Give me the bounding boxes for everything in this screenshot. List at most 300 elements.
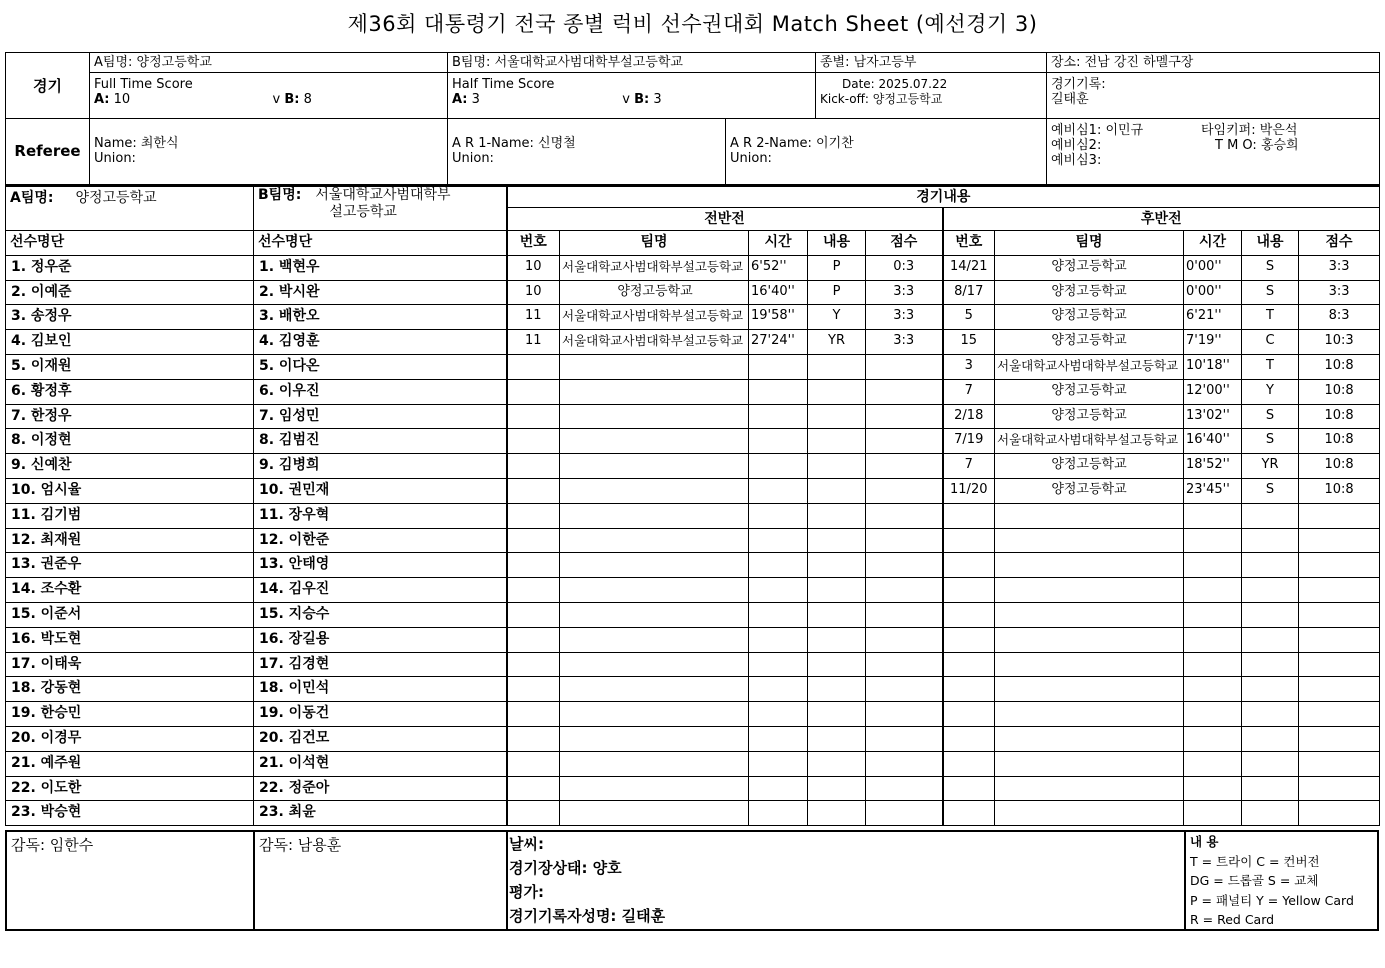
table-row [6, 429, 1380, 454]
kickoff: Kick-off: 양정고등학교 [820, 92, 943, 106]
table-row [6, 578, 1380, 603]
first-half-no: 10 [507, 255, 560, 280]
team-a-player: 21. 예주원 [6, 751, 254, 776]
first-half-team [560, 553, 749, 578]
team-b-player: 10. 권민재 [254, 478, 507, 503]
first-half-no [507, 429, 560, 454]
first-half-score [866, 553, 943, 578]
team-a-name: 양정고등학교 [136, 55, 212, 70]
team-a-player: 6. 황정후 [6, 379, 254, 404]
team-b-player: 16. 장길용 [254, 627, 507, 652]
team-b-player: 4. 김영훈 [254, 330, 507, 355]
second-half-no [943, 602, 995, 627]
first-half-no [507, 627, 560, 652]
first-half-score [866, 702, 943, 727]
first-half-team [560, 503, 749, 528]
first-half-team [560, 702, 749, 727]
second-half-no [943, 702, 995, 727]
first-half-team [560, 602, 749, 627]
events-title: 경기내용 [507, 187, 1380, 208]
table-row [6, 354, 1380, 379]
second-half-score [1299, 677, 1380, 702]
first-half-time: 27'24'' [749, 330, 808, 355]
team-a-player: 13. 권준우 [6, 553, 254, 578]
team-b-player: 21. 이석현 [254, 751, 507, 776]
table-row [6, 454, 1380, 479]
half-time-score: A: 3 v B: 3 [452, 92, 662, 107]
second-half-score: 10:8 [1299, 478, 1380, 503]
legend-line-3: P = 패널티 Y = Yellow Card [1190, 892, 1354, 908]
second-half-time: 0'00'' [1184, 280, 1242, 305]
table-row [6, 602, 1380, 627]
referee-union: Union: [94, 151, 136, 167]
reserve-referee-2: 예비심2: [1051, 138, 1102, 153]
recorder-name: 길태훈 [1051, 92, 1089, 107]
team-b-player: 9. 김병희 [254, 454, 507, 479]
col-score-1: 점수 [866, 231, 943, 256]
second-half-team: 서울대학교사범대학부설고등학교 [995, 429, 1184, 454]
second-half-team [995, 726, 1184, 751]
second-half-score [1299, 702, 1380, 727]
second-half-team [995, 677, 1184, 702]
first-half-time [749, 379, 808, 404]
second-half-no [943, 677, 995, 702]
team-a-player: 3. 송정우 [6, 305, 254, 330]
first-half-time [749, 602, 808, 627]
second-half-type [1242, 776, 1299, 801]
weather: 날씨: [509, 835, 544, 853]
second-half-no [943, 553, 995, 578]
team-a-player: 12. 최재원 [6, 528, 254, 553]
venue: 장소: 전남 강진 하멜구장 [1047, 53, 1379, 73]
table-row [6, 379, 1380, 404]
recorder-label: 경기기록: [1051, 77, 1106, 92]
second-half-team: 양정고등학교 [995, 379, 1184, 404]
first-half-type [808, 503, 866, 528]
second-half-type [1242, 578, 1299, 603]
second-half-team: 양정고등학교 [995, 478, 1184, 503]
first-half-score: 3:3 [866, 330, 943, 355]
table-row [6, 801, 1380, 826]
first-half-team [560, 652, 749, 677]
footer [5, 830, 1379, 931]
first-half-time [749, 702, 808, 727]
first-half-time [749, 652, 808, 677]
team-a-player: 22. 이도한 [6, 776, 254, 801]
second-half-time [1184, 553, 1242, 578]
team-a-player: 15. 이준서 [6, 602, 254, 627]
second-half-team: 서울대학교사범대학부설고등학교 [995, 354, 1184, 379]
team-b-player: 17. 김경현 [254, 652, 507, 677]
second-half-score: 10:8 [1299, 454, 1380, 479]
table-row [6, 255, 1380, 280]
coach-a: 감독: 임한수 [11, 836, 94, 854]
first-half-type [808, 726, 866, 751]
team-b-player: 12. 이한준 [254, 528, 507, 553]
team-b-player: 22. 정준아 [254, 776, 507, 801]
second-half-type: S [1242, 429, 1299, 454]
timekeeper: 타임키퍼: 박은석 [1201, 123, 1298, 138]
first-half-type [808, 404, 866, 429]
col-team-2: 팀명 [995, 231, 1184, 256]
legend-title: 내 용 [1190, 834, 1219, 849]
second-half-type [1242, 801, 1299, 826]
team-a-player: 16. 박도현 [6, 627, 254, 652]
first-half-type [808, 553, 866, 578]
first-half-team: 서울대학교사범대학부설고등학교 [560, 305, 749, 330]
coach-b: 감독: 남용훈 [259, 836, 342, 854]
first-half-time [749, 776, 808, 801]
second-half-time: 0'00'' [1184, 255, 1242, 280]
roster-b-team-line1: 서울대학교사범대학부 [315, 187, 451, 203]
first-half-type [808, 652, 866, 677]
col-team-1: 팀명 [560, 231, 749, 256]
half-time-score-b: 3 [653, 92, 662, 107]
team-b-player: 3. 배한오 [254, 305, 507, 330]
table-row [6, 528, 1380, 553]
first-half-no [507, 553, 560, 578]
second-half-team [995, 553, 1184, 578]
first-half-no [507, 379, 560, 404]
first-half-time [749, 404, 808, 429]
second-half-team: 양정고등학교 [995, 330, 1184, 355]
first-half-type [808, 776, 866, 801]
second-half-no: 5 [943, 305, 995, 330]
second-half-no [943, 503, 995, 528]
first-half-no [507, 478, 560, 503]
first-half-type [808, 354, 866, 379]
team-a-player: 19. 한승민 [6, 702, 254, 727]
first-half-score [866, 404, 943, 429]
col-no-2: 번호 [943, 231, 995, 256]
second-half-time [1184, 627, 1242, 652]
first-half-no [507, 354, 560, 379]
second-half-no: 8/17 [943, 280, 995, 305]
full-time-score: A: 10 v B: 8 [94, 92, 312, 107]
second-half-time: 12'00'' [1184, 379, 1242, 404]
second-half-time [1184, 503, 1242, 528]
legend-line-1: T = 트라이 C = 컨버전 [1190, 853, 1320, 869]
second-half-no: 11/20 [943, 478, 995, 503]
second-half-type [1242, 726, 1299, 751]
second-half-team [995, 801, 1184, 826]
first-half-score [866, 478, 943, 503]
first-half-score [866, 602, 943, 627]
roster-b-header: B팀명: 서울대학교사범대학부 설고등학교 [254, 187, 507, 231]
second-half-type [1242, 553, 1299, 578]
first-half-type [808, 478, 866, 503]
full-time-label: Full Time Score [94, 77, 193, 92]
second-half-type [1242, 528, 1299, 553]
team-a-player: 2. 이예준 [6, 280, 254, 305]
table-row [6, 677, 1380, 702]
ar1-name: A R 1-Name: 신명철 [452, 136, 576, 152]
second-half-team [995, 776, 1184, 801]
first-half-time [749, 354, 808, 379]
second-half-no [943, 801, 995, 826]
team-a-player: 10. 엄시율 [6, 478, 254, 503]
table-row [6, 330, 1380, 355]
table-row [6, 751, 1380, 776]
ar2-name: A R 2-Name: 이기찬 [730, 136, 854, 152]
first-half-no [507, 404, 560, 429]
recorder-signature: 경기기록자성명: 길태훈 [509, 907, 666, 925]
first-half-score [866, 726, 943, 751]
team-b-player: 18. 이민석 [254, 677, 507, 702]
match-label: 경기 [6, 53, 90, 119]
second-half-score: 10:8 [1299, 379, 1380, 404]
first-half-team [560, 379, 749, 404]
team-b-name-field: B팀명: 서울대학교사범대학부설고등학교 [448, 53, 815, 73]
second-half-type [1242, 503, 1299, 528]
first-half-score [866, 578, 943, 603]
first-half-team [560, 578, 749, 603]
second-half-time: 23'45'' [1184, 478, 1242, 503]
second-half-time: 13'02'' [1184, 404, 1242, 429]
second-half-type [1242, 602, 1299, 627]
team-a-player: 7. 한정우 [6, 404, 254, 429]
second-half-score [1299, 726, 1380, 751]
team-a-player: 17. 이태욱 [6, 652, 254, 677]
second-half-header: 후반전 [943, 208, 1380, 231]
table-row [6, 652, 1380, 677]
first-half-type [808, 751, 866, 776]
table-row [6, 503, 1380, 528]
legend-line-2: DG = 드롭골 S = 교체 [1190, 873, 1319, 888]
second-half-score [1299, 553, 1380, 578]
second-half-team: 양정고등학교 [995, 305, 1184, 330]
second-half-time: 10'18'' [1184, 354, 1242, 379]
first-half-no [507, 652, 560, 677]
first-half-score [866, 776, 943, 801]
team-a-player: 14. 조수환 [6, 578, 254, 603]
roster-events-grid [5, 186, 1380, 826]
first-half-no [507, 602, 560, 627]
table-row [6, 702, 1380, 727]
first-half-time: 16'40'' [749, 280, 808, 305]
second-half-score: 10:8 [1299, 404, 1380, 429]
second-half-type [1242, 751, 1299, 776]
second-half-score [1299, 801, 1380, 826]
referee-name: Name: 최한식 [94, 136, 179, 152]
pitch-condition: 경기장상태: 양호 [509, 859, 622, 877]
first-half-no [507, 528, 560, 553]
second-half-time [1184, 677, 1242, 702]
first-half-team [560, 528, 749, 553]
second-half-time: 6'21'' [1184, 305, 1242, 330]
second-half-score [1299, 652, 1380, 677]
second-half-type: S [1242, 280, 1299, 305]
col-time-2: 시간 [1184, 231, 1242, 256]
full-time-score-a: 10 [113, 92, 131, 107]
team-b-player: 8. 김범진 [254, 429, 507, 454]
team-b-name: 서울대학교사범대학부설고등학교 [494, 55, 683, 70]
team-b-player: 7. 임성민 [254, 404, 507, 429]
roster-a-header: A팀명: 양정고등학교 [6, 187, 254, 231]
first-half-type: Y [808, 305, 866, 330]
half-time-score-a: 3 [471, 92, 480, 107]
first-half-score [866, 354, 943, 379]
second-half-team [995, 602, 1184, 627]
first-half-time [749, 801, 808, 826]
second-half-score [1299, 776, 1380, 801]
second-half-team [995, 627, 1184, 652]
team-a-player: 23. 박승현 [6, 801, 254, 826]
second-half-time: 18'52'' [1184, 454, 1242, 479]
first-half-score [866, 454, 943, 479]
second-half-type: T [1242, 305, 1299, 330]
first-half-team [560, 354, 749, 379]
first-half-team [560, 454, 749, 479]
first-half-type [808, 454, 866, 479]
team-b-player: 14. 김우진 [254, 578, 507, 603]
second-half-time [1184, 652, 1242, 677]
second-half-time [1184, 702, 1242, 727]
second-half-score [1299, 602, 1380, 627]
second-half-team [995, 652, 1184, 677]
col-type-1: 내용 [808, 231, 866, 256]
second-half-type [1242, 652, 1299, 677]
first-half-team [560, 776, 749, 801]
second-half-time [1184, 602, 1242, 627]
first-half-no: 10 [507, 280, 560, 305]
second-half-type: S [1242, 478, 1299, 503]
second-half-time [1184, 528, 1242, 553]
division: 종별: 남자고등부 [816, 53, 1046, 73]
second-half-no: 2/18 [943, 404, 995, 429]
team-b-player: 20. 김건모 [254, 726, 507, 751]
second-half-type: YR [1242, 454, 1299, 479]
match-info-table [5, 52, 1380, 186]
team-b-player: 5. 이다온 [254, 354, 507, 379]
table-row [6, 726, 1380, 751]
first-half-type [808, 379, 866, 404]
second-half-type: C [1242, 330, 1299, 355]
first-half-time [749, 726, 808, 751]
legend [1187, 832, 1377, 930]
col-no-1: 번호 [507, 231, 560, 256]
second-half-team: 양정고등학교 [995, 454, 1184, 479]
second-half-score [1299, 578, 1380, 603]
first-half-score [866, 677, 943, 702]
evaluation: 평가: [509, 883, 544, 901]
second-half-no: 7 [943, 379, 995, 404]
first-half-score [866, 751, 943, 776]
first-half-type [808, 677, 866, 702]
first-half-time: 19'58'' [749, 305, 808, 330]
half-time-label: Half Time Score [452, 77, 555, 92]
team-a-player: 18. 강동현 [6, 677, 254, 702]
second-half-type: Y [1242, 379, 1299, 404]
first-half-type [808, 429, 866, 454]
first-half-score [866, 379, 943, 404]
first-half-team [560, 726, 749, 751]
second-half-type: S [1242, 404, 1299, 429]
first-half-no [507, 776, 560, 801]
first-half-score: 3:3 [866, 280, 943, 305]
team-a-player: 4. 김보인 [6, 330, 254, 355]
team-b-player: 15. 지승수 [254, 602, 507, 627]
first-half-no: 11 [507, 330, 560, 355]
second-half-time: 7'19'' [1184, 330, 1242, 355]
second-half-score: 10:8 [1299, 429, 1380, 454]
tmo: T M O: 홍승희 [1215, 138, 1299, 153]
legend-line-4: R = Red Card [1190, 912, 1275, 927]
first-half-time [749, 503, 808, 528]
second-half-time [1184, 801, 1242, 826]
first-half-type [808, 627, 866, 652]
team-a-player: 5. 이재원 [6, 354, 254, 379]
reserve-referee-3: 예비심3: [1051, 153, 1102, 168]
first-half-type [808, 602, 866, 627]
first-half-score [866, 429, 943, 454]
first-half-header: 전반전 [507, 208, 943, 231]
coach-a-cell [7, 832, 255, 929]
second-half-no: 7 [943, 454, 995, 479]
first-half-time [749, 627, 808, 652]
page-title: 제36회 대통령기 전국 종별 럭비 선수권대회 Match Sheet (예선경기 3) [347, 12, 1038, 36]
first-half-team [560, 801, 749, 826]
second-half-no: 3 [943, 354, 995, 379]
first-half-type: P [808, 280, 866, 305]
team-a-player: 1. 정우준 [6, 255, 254, 280]
second-half-no [943, 652, 995, 677]
second-half-no [943, 726, 995, 751]
second-half-time [1184, 578, 1242, 603]
first-half-score: 3:3 [866, 305, 943, 330]
coach-b-cell [253, 832, 508, 929]
roster-b-list-label: 선수명단 [254, 231, 507, 256]
second-half-score: 3:3 [1299, 255, 1380, 280]
second-half-score: 3:3 [1299, 280, 1380, 305]
table-row [6, 404, 1380, 429]
second-half-score [1299, 627, 1380, 652]
second-half-type [1242, 702, 1299, 727]
first-half-time [749, 528, 808, 553]
conditions-cell [506, 832, 1186, 929]
first-half-time [749, 553, 808, 578]
first-half-type: P [808, 255, 866, 280]
first-half-time [749, 578, 808, 603]
team-b-player: 23. 최윤 [254, 801, 507, 826]
ar2-union: Union: [730, 151, 772, 167]
first-half-type: YR [808, 330, 866, 355]
first-half-team [560, 627, 749, 652]
reserve-referee-1: 예비심1: 이민규 [1051, 123, 1144, 138]
second-half-team [995, 751, 1184, 776]
first-half-team: 서울대학교사범대학부설고등학교 [560, 255, 749, 280]
second-half-time [1184, 776, 1242, 801]
second-half-type: S [1242, 255, 1299, 280]
first-half-score [866, 528, 943, 553]
second-half-time: 16'40'' [1184, 429, 1242, 454]
second-half-score [1299, 751, 1380, 776]
second-half-team: 양정고등학교 [995, 255, 1184, 280]
col-type-2: 내용 [1242, 231, 1299, 256]
first-half-score [866, 503, 943, 528]
team-b-player: 1. 백현우 [254, 255, 507, 280]
first-half-team [560, 677, 749, 702]
first-half-team [560, 429, 749, 454]
first-half-no [507, 751, 560, 776]
second-half-score: 10:8 [1299, 354, 1380, 379]
col-time-1: 시간 [749, 231, 808, 256]
second-half-no [943, 528, 995, 553]
team-a-player: 11. 김기범 [6, 503, 254, 528]
roster-b-team-line2: 설고등학교 [329, 204, 397, 220]
first-half-time: 6'52'' [749, 255, 808, 280]
roster-a-list-label: 선수명단 [6, 231, 254, 256]
